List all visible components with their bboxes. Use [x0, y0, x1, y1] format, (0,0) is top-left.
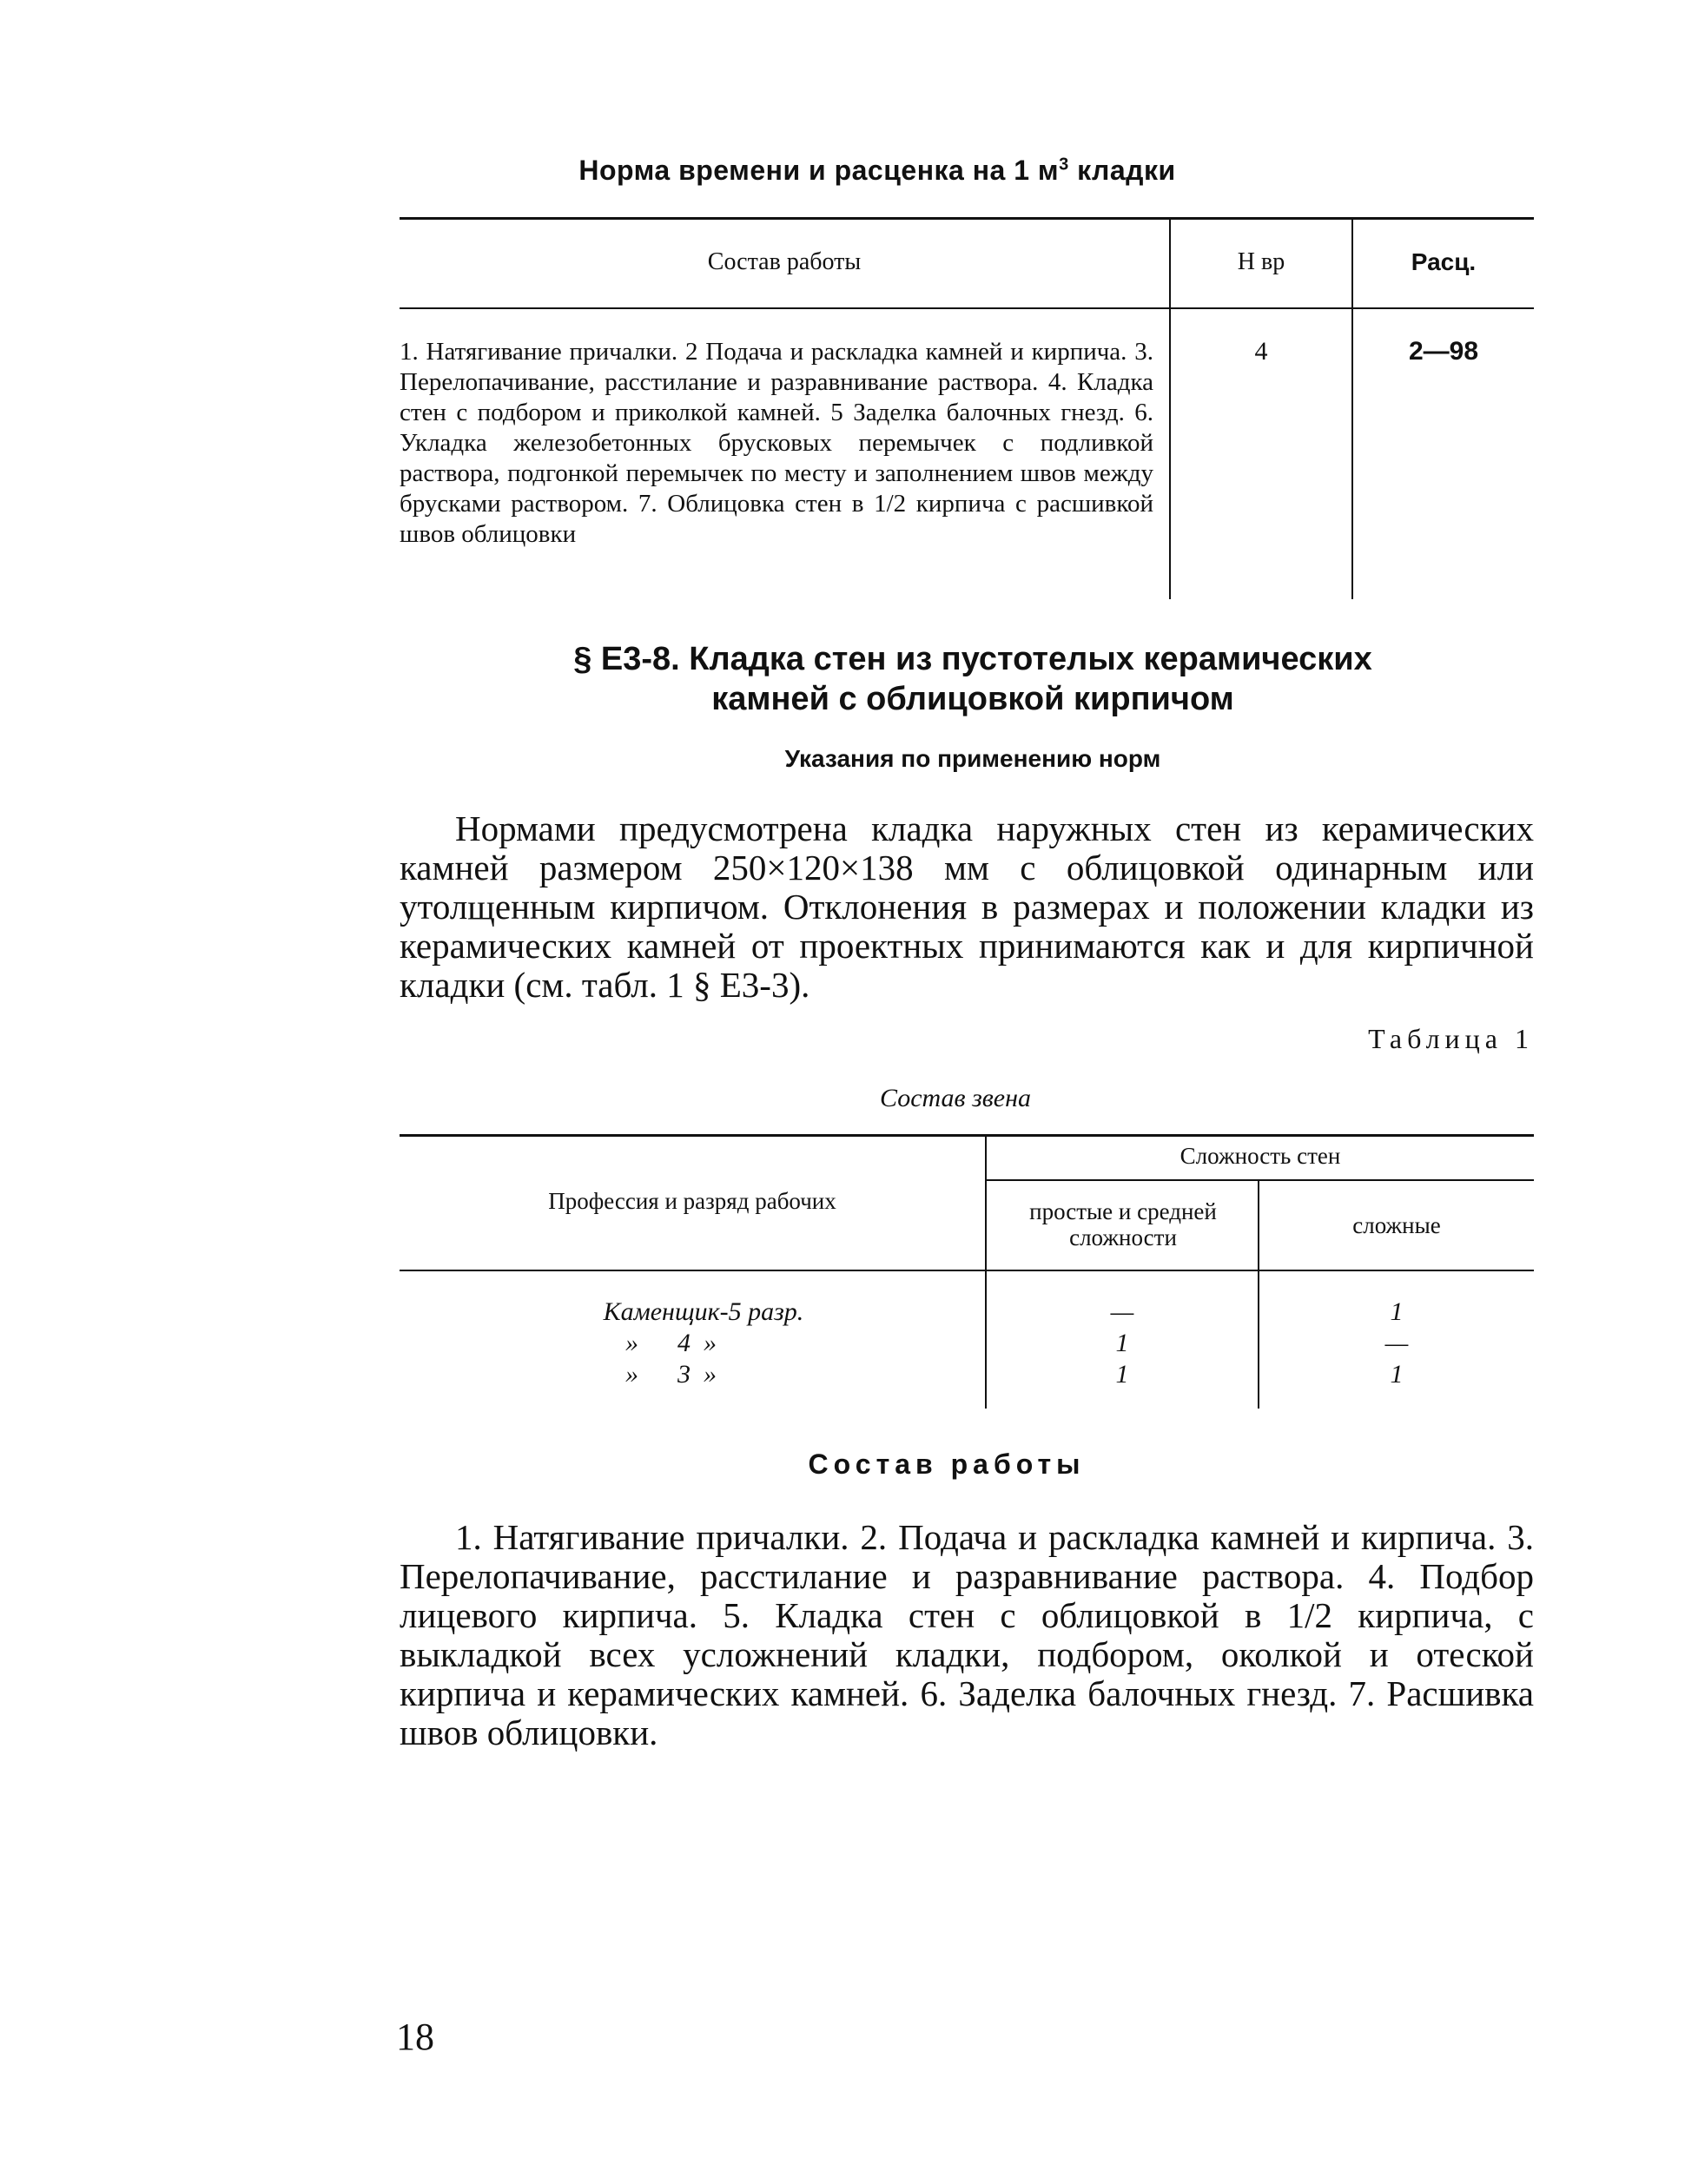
- table-rule-top: [400, 217, 1534, 220]
- header-n-vr: Н вр: [1237, 248, 1285, 275]
- crew-rule-sub: [987, 1179, 1534, 1181]
- header-profession: Профессия и разряд рабочих: [548, 1188, 836, 1214]
- work-composition-heading: Состав работы: [808, 1448, 1086, 1480]
- work-composition-paragraph: 1. Натягивание причалки. 2. Подача и раскладка камней и кирпича. 3. Перелопачивание, расстилание и разравнивание раствора. 4. Подбор лицевого кирпича. 5. Кладка стен с облицовкой в 1/2 кирпича, с выкладкой всех усложнений кладки, подбором, околкой и отеской кирпича и керамических камней. 6. Заделка балочных гнезд. 7. Расшивка швов облицовки.: [400, 1517, 1534, 1752]
- section-title: [486, 639, 1459, 719]
- table-label: Таблица 1: [1368, 1023, 1534, 1054]
- row-simple-2: 1: [1115, 1329, 1129, 1357]
- section-title-line-2: камней с облицовкой кирпичом: [711, 681, 1234, 717]
- rasc-value: 2—98: [1408, 337, 1479, 366]
- row-complex-3: 1: [1390, 1360, 1404, 1389]
- work-composition-text: 1. Натягивание причалки. 2 Подача и раскладка камней и кирпича. 3. Перелопачивание, расстилание и разравнивание раствора. 4. Кладка стен с подбором и приколкой камней. 5 Заделка балочных гнезд. 6. Укладка железобетонных брусковых перемычек с подливкой раствора, подгонкой перемычек по месту и заполнением швов между брусками раствором. 7. Облицовка стен в 1/2 кирпича с расшивкой швов облицовки: [400, 338, 1153, 548]
- crew-rule-top: [400, 1134, 1534, 1137]
- section-title-line-1: § Е3-8. Кладка стен из пустотелых керамических: [573, 641, 1372, 677]
- guidance-subheading: Указания по применению норм: [784, 745, 1161, 772]
- page-number: 18: [396, 2016, 434, 2058]
- n-vr-value: 4: [1254, 337, 1268, 366]
- table-rule-header: [400, 307, 1534, 309]
- header-complexity: Сложность стен: [1180, 1143, 1341, 1169]
- row-simple-1: —: [1110, 1297, 1134, 1326]
- header-complex: сложные: [1352, 1212, 1441, 1238]
- norm-heading: Норма времени и расценка на 1 $м^3$ кладки: [578, 155, 1176, 186]
- row-complex-1: 1: [1390, 1297, 1404, 1326]
- row-profession-1: Каменщик-5 разр.: [603, 1297, 804, 1326]
- row-simple-3: 1: [1115, 1360, 1129, 1389]
- header-rasc: Расц.: [1411, 248, 1477, 275]
- header-simple: простые и средней сложности: [1029, 1198, 1217, 1250]
- table-caption: Состав звена: [879, 1084, 1031, 1112]
- crew-rule-header: [400, 1270, 1534, 1271]
- row-profession-2: » 4 »: [625, 1329, 717, 1357]
- header-work-composition: Состав работы: [707, 248, 862, 275]
- intro-paragraph: Нормами предусмотрена кладка наружных стен из керамических камней размером 250×120×138 мм с облицовкой одинарным или утолщенным кирпичом. Отклонения в размерах и положении кладки из керамических камней от проектных принимаются как и для кирпичной кладки (см. табл. 1 § Е3-3).: [400, 808, 1534, 1005]
- row-complex-2: —: [1384, 1329, 1409, 1357]
- row-profession-3: » 3 »: [625, 1360, 717, 1389]
